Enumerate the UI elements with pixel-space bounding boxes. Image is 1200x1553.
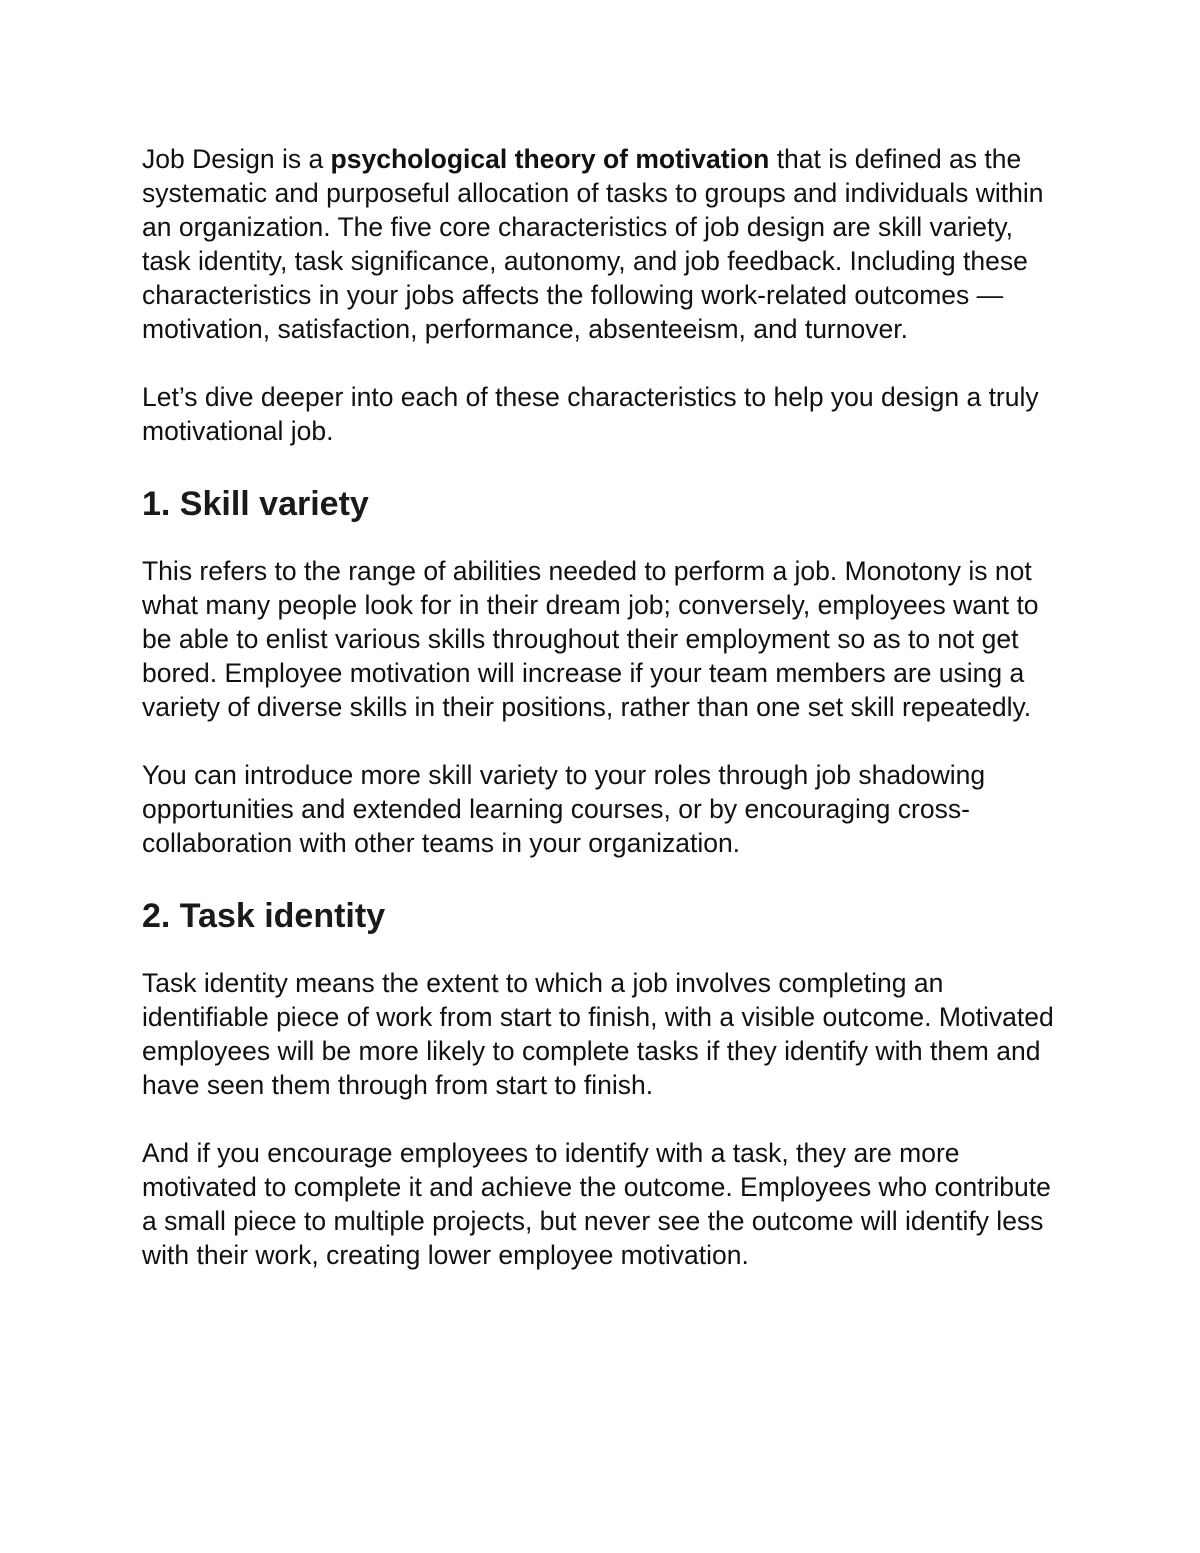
section-heading-task-identity: 2. Task identity <box>142 897 386 935</box>
intro-text-rest: that is defined as the systematic and purposeful allocation of tasks to groups and individuals within an organization. The five core characteristics of job design are skill variety, task identity, task significance, autonomy, and job feedback. Including these characteristics in your jobs affects the following work-related outcomes — motivation, satisfaction, performance, absenteeism, and turnover. <box>142 144 1044 344</box>
task-identity-paragraph-1: Task identity means the extent to which a job involves completing an identifiable piece of work from start to finish, with a visible outcome. Motivated employees will be more likely to complete tasks if they identify with them and have seen them through from start to finish. <box>142 968 1054 1100</box>
intro-second-paragraph: Let’s dive deeper into each of these characteristics to help you design a truly motivational job. <box>142 382 1039 446</box>
section-heading-skill-variety: 1. Skill variety <box>142 485 369 523</box>
skill-variety-paragraph-1: This refers to the range of abilities needed to perform a job. Monotony is not what many people look for in their dream job; conversely, employees want to be able to enlist various skills throughout their employment so as to not get bored. Employee motivation will increase if your team members are using a variety of diverse skills in their positions, rather than one set skill repeatedly. <box>142 556 1039 722</box>
intro-text-start: Job Design is a <box>142 144 331 174</box>
intro-bold-phrase: psychological theory of motivation <box>330 144 770 174</box>
task-identity-paragraph-2: And if you encourage employees to identify with a task, they are more motivated to complete it and achieve the outcome. Employees who contribute a small piece to multiple projects, but never see the outcome will identify less with their work, creating lower employee motivation. <box>142 1138 1051 1270</box>
skill-variety-paragraph-2: You can introduce more skill variety to your roles through job shadowing opportunities and extended learning courses, or by encouraging cross-collaboration with other teams in your organization. <box>142 760 986 858</box>
intro-paragraph <box>142 142 1060 346</box>
